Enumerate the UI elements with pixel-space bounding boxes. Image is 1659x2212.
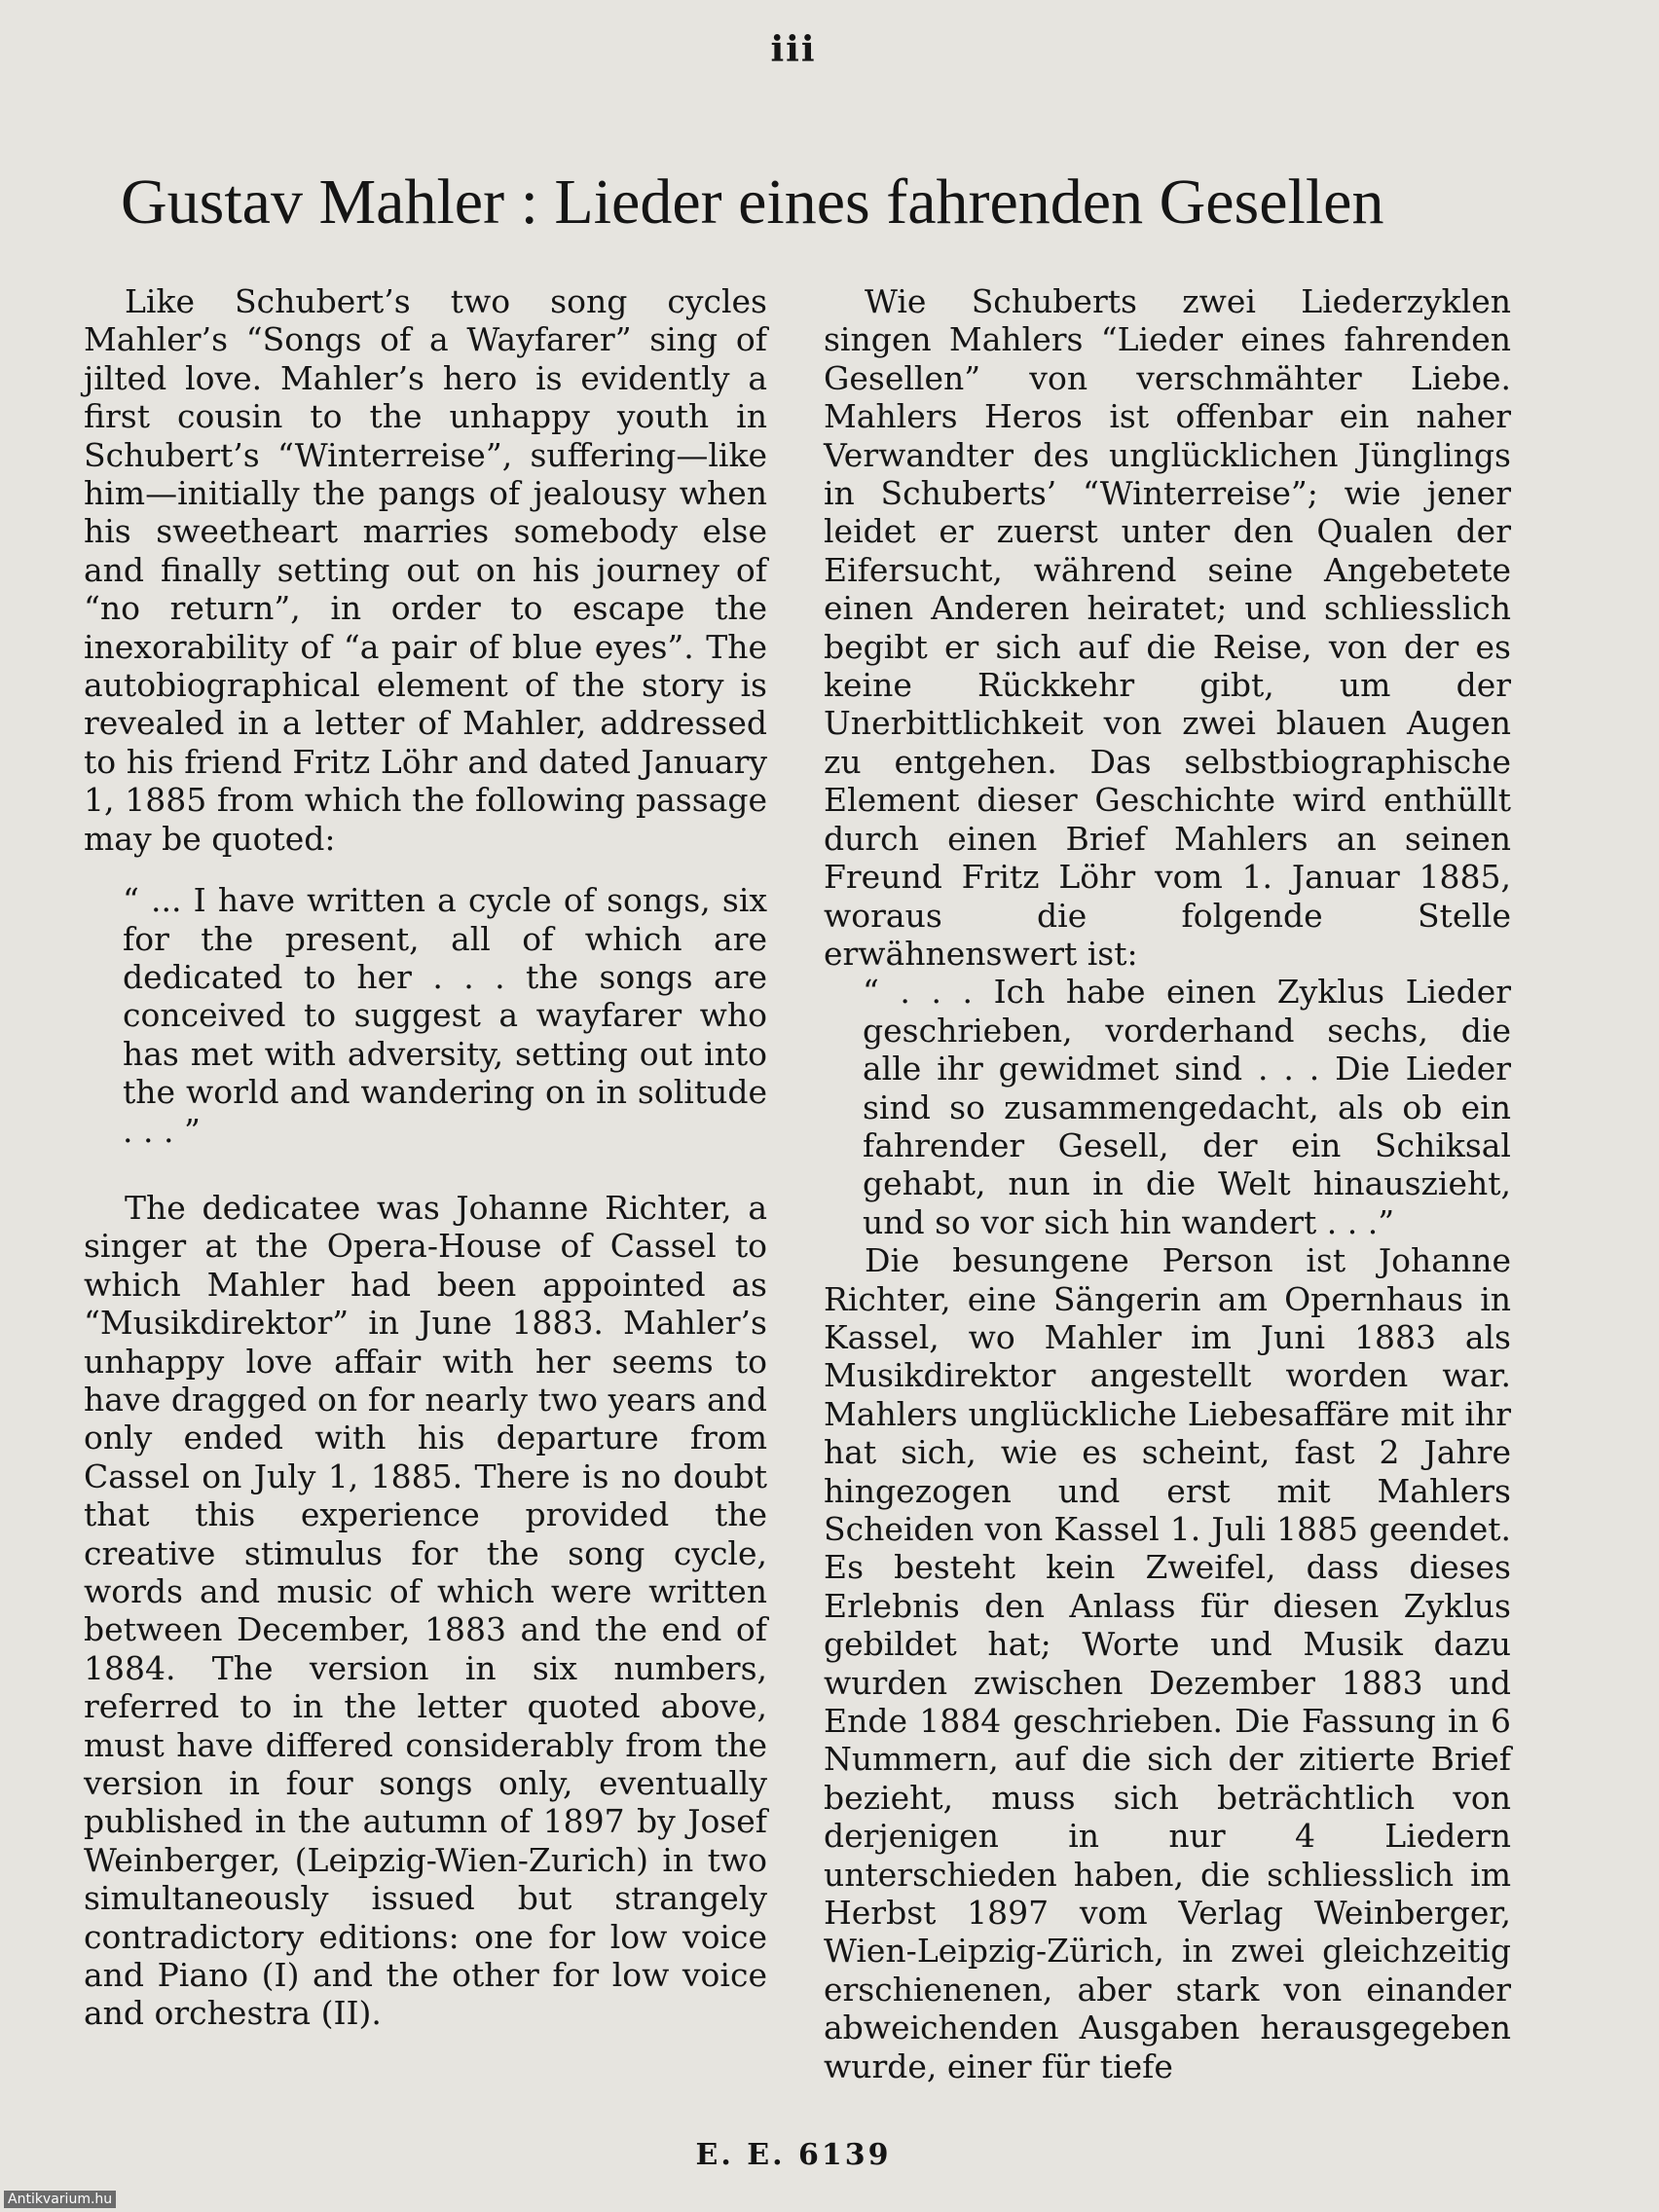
english-paragraph-intro: Like Schubert’s two song cycles Mahler’s “Songs of a Wayfarer” sing of jilted love. Mahler’s hero is evidently a first cousin to the unhappy youth in Schubert’s “Winterreise”, suffering—like him—initially the pangs of jealousy when his sweetheart marries somebody else and finally setting out on his journey of “no return”, in order to escape the inexorability of “a pair of blue eyes”. The autobiographical element of the story is revealed in a letter of Mahler, addressed to his friend Fritz Löhr and dated January 1, 1885 from which the following passage may be quoted: bbox=[84, 282, 767, 858]
page-title: Gustav Mahler : Lieder eines fahrenden Gesellen bbox=[121, 166, 1384, 238]
watermark: Antikvarium.hu bbox=[4, 2191, 116, 2208]
german-letter-quote: “ . . . Ich habe einen Zyklus Lieder geschrieben, vorderhand sechs, die alle ihr gewidmet sind . . . Die Lieder sind so zusammengedacht, als ob ein fahrender Gesell, der ein Schiksal gehabt, nun in die Welt hinauszieht, und so vor sich hin wandert . . .” bbox=[863, 973, 1511, 1241]
german-column bbox=[824, 282, 1511, 2085]
german-paragraph-intro: Wie Schuberts zwei Liederzyklen singen Mahlers “Lieder eines fahrenden Gesellen” von verschmähter Liebe. Mahlers Heros ist offenbar ein naher Verwandter des unglücklichen Jünglings in Schuberts’ “Winterreise”; wie jener leidet er zuerst unter den Qualen der Eifersucht, während seine Angebetete einen Anderen heiratet; und schliesslich begibt er sich auf die Reise, von der es keine Rückkehr gibt, um der Unerbittlichkeit von zwei blauen Augen zu entgehen. Das selbstbiographische Element dieser Geschichte wird enthüllt durch einen Brief Mahlers an seinen Freund Fritz Löhr vom 1. Januar 1885, woraus die folgende Stelle erwähnenswert ist: bbox=[824, 282, 1511, 973]
german-paragraph-dedicatee: Die besungene Person ist Johanne Richter, eine Sängerin am Opernhaus in Kassel, wo Mahler im Juni 1883 als Musikdirektor angestellt worden war. Mahlers unglückliche Liebesaffäre mit ihr hat sich, wie es scheint, fast 2 Jahre hingezogen und erst mit Mahlers Scheiden von Kassel 1. Juli 1885 geendet. Es besteht kein Zweifel, dass dieses Erlebnis den Anlass für diesen Zyklus gebildet hat; Worte und Musik dazu wurden zwischen Dezember 1883 und Ende 1884 geschrieben. Die Fassung in 6 Nummern, auf die sich der zitierte Brief bezieht, muss sich beträchtlich von derjenigen in nur 4 Liedern unterschieden haben, die schliesslich im Herbst 1897 vom Verlag Weinberger, Wien-Leipzig-Zürich, in zwei gleichzeitig erschienenen, aber stark von einander abweichenden Ausgaben herausgegeben wurde, einer für tiefe bbox=[824, 1241, 1511, 2085]
catalog-number: E. E. 6139 bbox=[695, 2138, 892, 2172]
english-letter-quote: “ ... I have written a cycle of songs, six for the present, all of which are dedicated to her . . . the songs are conceived to suggest a wayfarer who has met with adversity, setting out into the world and wandering on in solitude . . . ” bbox=[123, 881, 767, 1150]
english-paragraph-dedicatee: The dedicatee was Johanne Richter, a singer at the Opera-House of Cassel to which Mahler had been appointed as “Musikdirektor” in June 1883. Mahler’s unhappy love affair with her seems to have dragged on for nearly two years and only ended with his departure from Cassel on July 1, 1885. There is no doubt that this experience provided the creative stimulus for the song cycle, words and music of which were written between December, 1883 and the end of 1884. The version in six numbers, referred to in the letter quoted above, must have differed considerably from the version in four songs only, eventually published in the autumn of 1897 by Josef Weinberger, (Leipzig-Wien-Zurich) in two simultaneously issued but strangely contradictory editions: one for low voice and Piano (I) and the other for low voice and orchestra (II). bbox=[84, 1188, 767, 2033]
page-number: iii bbox=[770, 29, 817, 70]
english-column bbox=[84, 282, 767, 2033]
